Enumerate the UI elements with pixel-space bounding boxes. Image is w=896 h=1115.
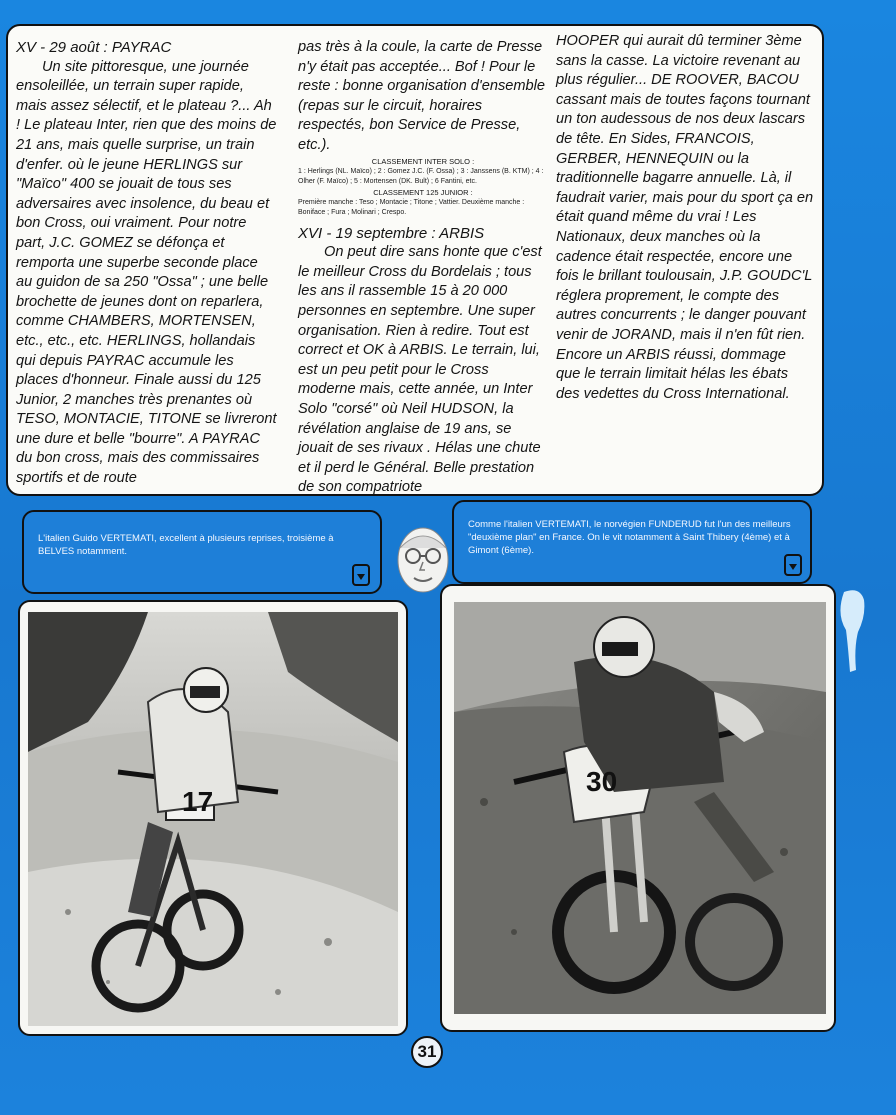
article-column-2 [298,38,548,498]
caption-left-text: L'italien Guido VERTEMATI, excellent à plusieurs reprises, troisième à BELVES notamment. [38,533,334,557]
article-column-1 [16,38,278,489]
photo-frame-right [440,584,836,1032]
paragraph-arbis: On peut dire sans honte que c'est le meilleur Cross du Bordelais ; tous les ans il rassemble 15 à 20 000 personnes en septembre. Une super organisation. Rien à redire. Tout est correct et OK à ARBIS. Le terrain, lui, est un peu petit pour le Cross moderne mais, cette année, un Inter Solo "corsé" où Neil HUDSON, la révélation anglaise de 19 ans, se jouait de ses rivaux . Hélas une chute et il perd le Général. Belle prestation de son compatriote [298,244,542,496]
page-number: 31 [411,1036,443,1068]
results-125-list: Première manche : Teso ; Montacie ; Titone ; Vattier. Deuxième manche : Boniface ; Fura ; Molinari ; Crespo. [298,198,525,216]
results-inter-list: 1 : Herlings (NL. Maïco) ; 2 : Gomez J.C. (F. Ossa) ; 3 : Janssens (B. KTM) ; 4 : Olher (F. Maïco) ; 5 : Mortensen (DK. Bult) ; 6 Fantini, etc. [298,167,544,185]
article-column-3 [556,32,814,404]
arrow-down-icon [784,554,802,576]
paragraph-payrac: Un site pittoresque, une journée ensoleillée, un terrain super rapide, mais assez sélectif, et le plateau ?... Ah ! Le plateau Inter, rien que des moins de 21 ans, mais quelle surprise, un train d'enfer. où le jeune HERLINGS sur "Maïco" 400 se jouait de tous ses adversaires avec insolence, du beau et bon Cross, oui vraiment. Pour notre part, J.C. GOMEZ se défonça et remporta une superbe seconde place au guidon de sa 250 "Ossa" ; une belle brochette de jeunes dont on reparlera, comme CHAMBERS, MORTENSEN, etc., etc., etc. HERLINGS, hollandais qui depuis PAYRAC accumule les places d'honneur. Finale aussi du 125 Junior, 2 manches très prenantes où TESO, MONTACIE, TITONE se livreront une dure et belle "bourre". A PAYRAC du bon cross, mais des commissaires sportifs et de route [16,58,277,487]
plate-number-left: 17 [182,786,214,817]
paragraph-payrac-continued: pas très à la coule, la carte de Presse n'y était pas acceptée... Bof ! Pour le reste : bonne organisation d'ensemble (repas sur le circuit, horaires respectés, bon Service de Presse, etc.). [298,39,545,153]
paint-splash-icon [834,586,870,676]
caption-left [22,510,382,594]
results-inter-title: CLASSEMENT INTER SOLO : [371,156,475,166]
caption-right-text: Comme l'italien VERTEMATI, le norvégien FUNDERUD fut l'un des meilleurs "deuxième plan" en France. On le vit notamment à Saint Thibery (4ème) et à Gimont (6ème). [468,519,791,556]
photo-frame-left [18,600,408,1036]
photo-rider-funderud [454,602,826,1014]
article-text-panel [6,24,824,496]
paragraph-arbis-continued: HOOPER qui aurait dû terminer 3ème sans la casse. La victoire revenant au plus régulier... DE ROOVER, BACOU cassant mais de toutes façons tournant un ton audessous de nos deux lascars de tête. En Sides, FRANCOIS, GERBER, HENNEQUIN ou la traditionnelle bagarre annuelle. Là, il faudrait varier, mais pour du sport ça en était quand même du vrai ! Les Nationaux, deux manches où la cadence était respectée, encore une fois le brillant toulousain, J.P. GOUDC'L réglera proprement, le compte des autres concurrents ; le danger pouvant venir de JORAND, mais il n'en fût rien. Encore un ARBIS réussi, dommage que le terrain limitait hélas les ébats des vedettes du Cross International. [556,33,814,402]
section-heading-payrac: XV - 29 août : PAYRAC [16,39,172,56]
section-heading-arbis: XVI - 19 septembre : ARBIS [298,224,485,242]
photo-rider-vertemati [28,612,398,1026]
plate-number-right: 30 [586,766,618,797]
arrow-down-icon [352,564,370,586]
results-125-title: CLASSEMENT 125 JUNIOR : [373,187,473,197]
caption-right [452,500,812,584]
